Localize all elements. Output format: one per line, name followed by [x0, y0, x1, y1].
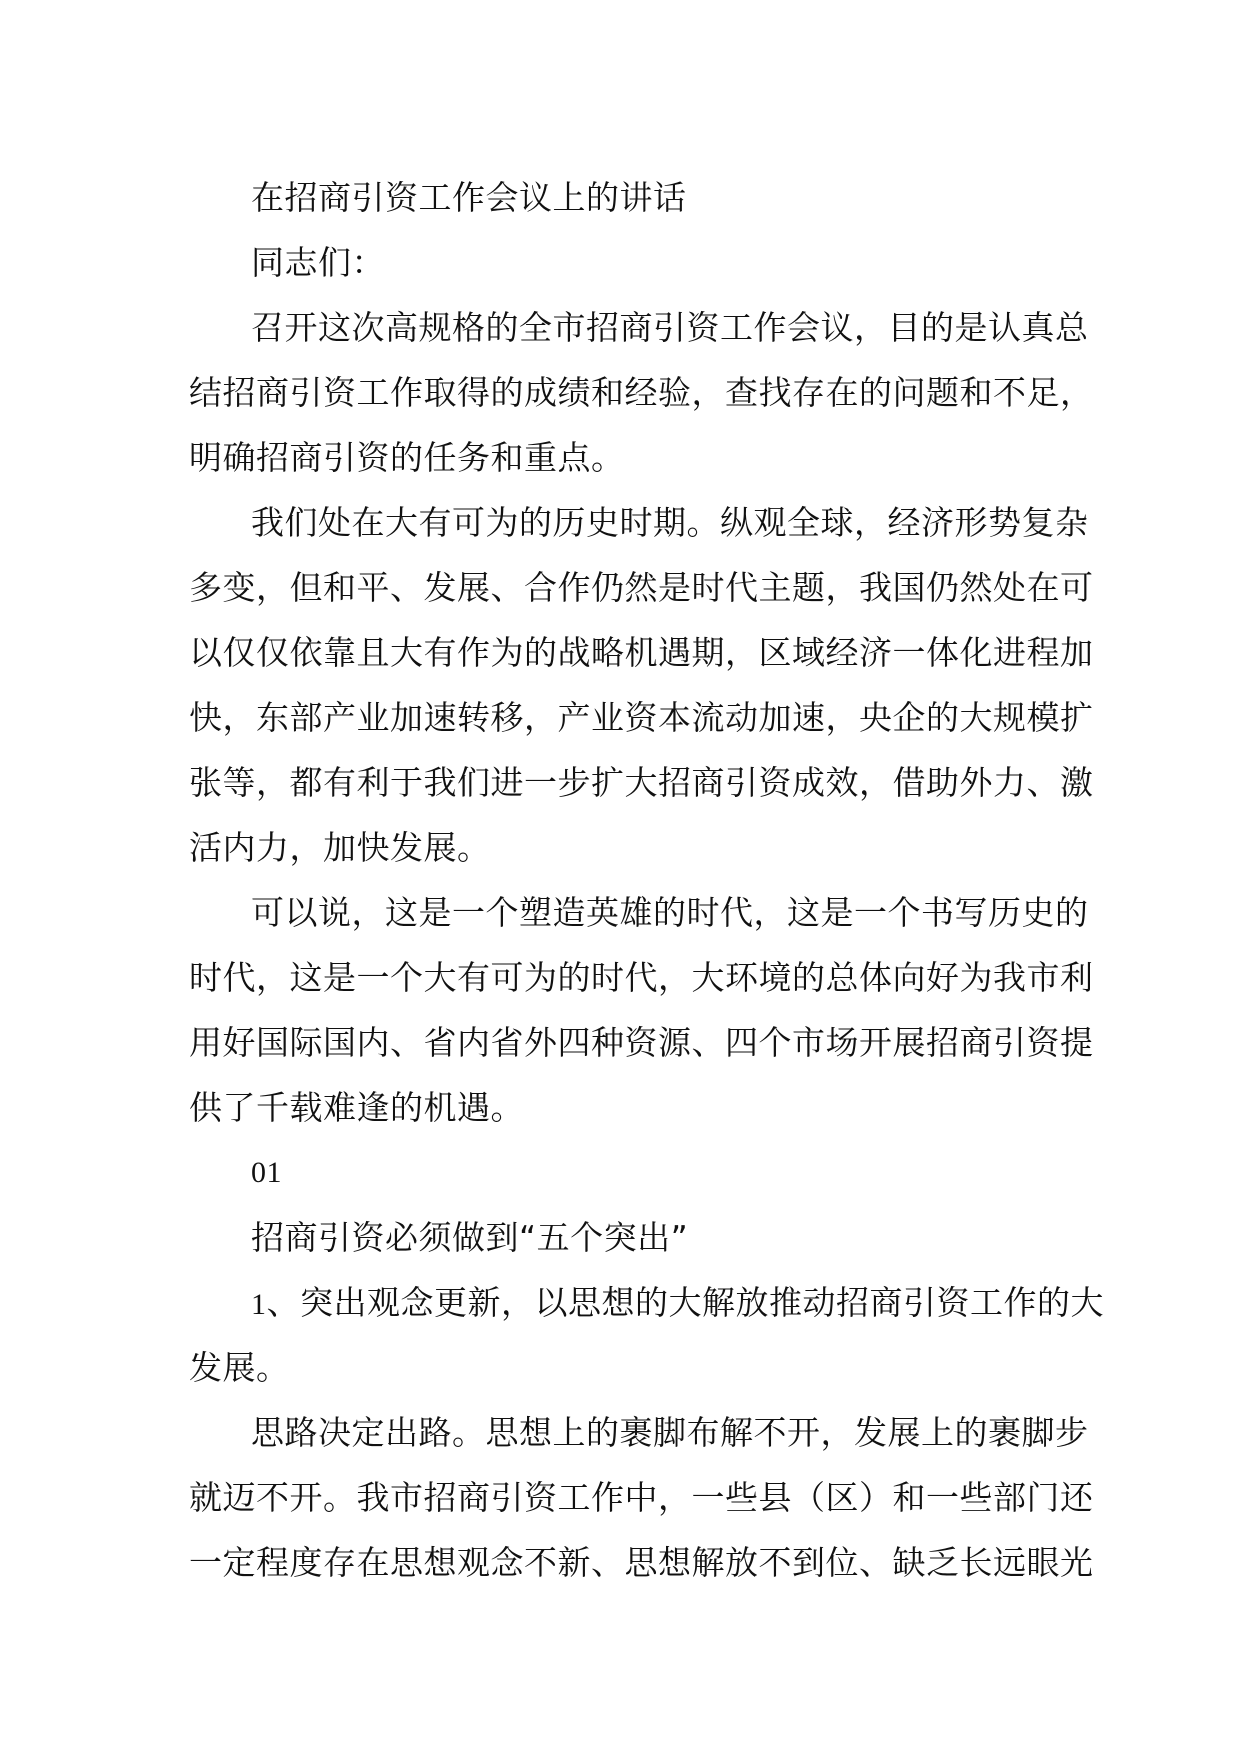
paragraph-purpose — [189, 295, 1094, 490]
section-number: 01 — [251, 1156, 282, 1189]
section-title: 招商引资必须做到“五个突出” — [251, 1218, 689, 1257]
paragraph-line: 结招商引资工作取得的成绩和经验，查找存在的问题和不足， — [189, 373, 1094, 412]
paragraph-line: 用好国际国内、省内省外四种资源、四个市场开展招商引资提 — [189, 1023, 1094, 1062]
paragraph-historical-period — [189, 490, 1094, 880]
salutation: 同志们： — [251, 243, 385, 282]
paragraph-line: 明确招商引资的任务和重点。 — [189, 438, 625, 477]
paragraph-line: 张等，都有利于我们进一步扩大招商引资成效，借助外力、激 — [189, 763, 1094, 802]
subsection-heading-line — [189, 1270, 1104, 1335]
paragraph-mindset — [189, 1400, 1094, 1595]
paragraph-line: 思路决定出路。思想上的裹脚布解不开，发展上的裹脚步 — [251, 1413, 1089, 1452]
paragraph-line: 就迈不开。我市招商引资工作中，一些县（区）和一些部门还 — [189, 1478, 1094, 1517]
paragraph-line: 活内力，加快发展。 — [189, 828, 491, 867]
document-body — [189, 165, 1104, 1595]
paragraph-line: 可以说，这是一个塑造英雄的时代，这是一个书写历史的 — [251, 893, 1089, 932]
paragraph-line: 供了千载难逢的机遇。 — [189, 1088, 524, 1127]
subsection-heading-text: 、突出观念更新，以思想的大解放推动招商引资工作的大 — [266, 1283, 1104, 1322]
subsection-number: 1 — [251, 1288, 267, 1321]
subsection-heading — [189, 1270, 1104, 1400]
subsection-heading-line: 发展。 — [189, 1348, 290, 1387]
paragraph-line: 一定程度存在思想观念不新、思想解放不到位、缺乏长远眼光 — [189, 1543, 1094, 1582]
paragraph-line: 快，东部产业加速转移，产业资本流动加速，央企的大规模扩 — [189, 698, 1094, 737]
paragraph-line: 时代，这是一个大有可为的时代，大环境的总体向好为我市利 — [189, 958, 1094, 997]
paragraph-line: 我们处在大有可为的历史时期。纵观全球，经济形势复杂 — [251, 503, 1089, 542]
paragraph-era — [189, 880, 1094, 1140]
paragraph-line: 多变，但和平、发展、合作仍然是时代主题，我国仍然处在可 — [189, 568, 1094, 607]
paragraph-line: 以仅仅依靠且大有作为的战略机遇期，区域经济一体化进程加 — [189, 633, 1094, 672]
document-title: 在招商引资工作会议上的讲话 — [251, 178, 687, 217]
paragraph-line: 召开这次高规格的全市招商引资工作会议，目的是认真总 — [251, 308, 1089, 347]
